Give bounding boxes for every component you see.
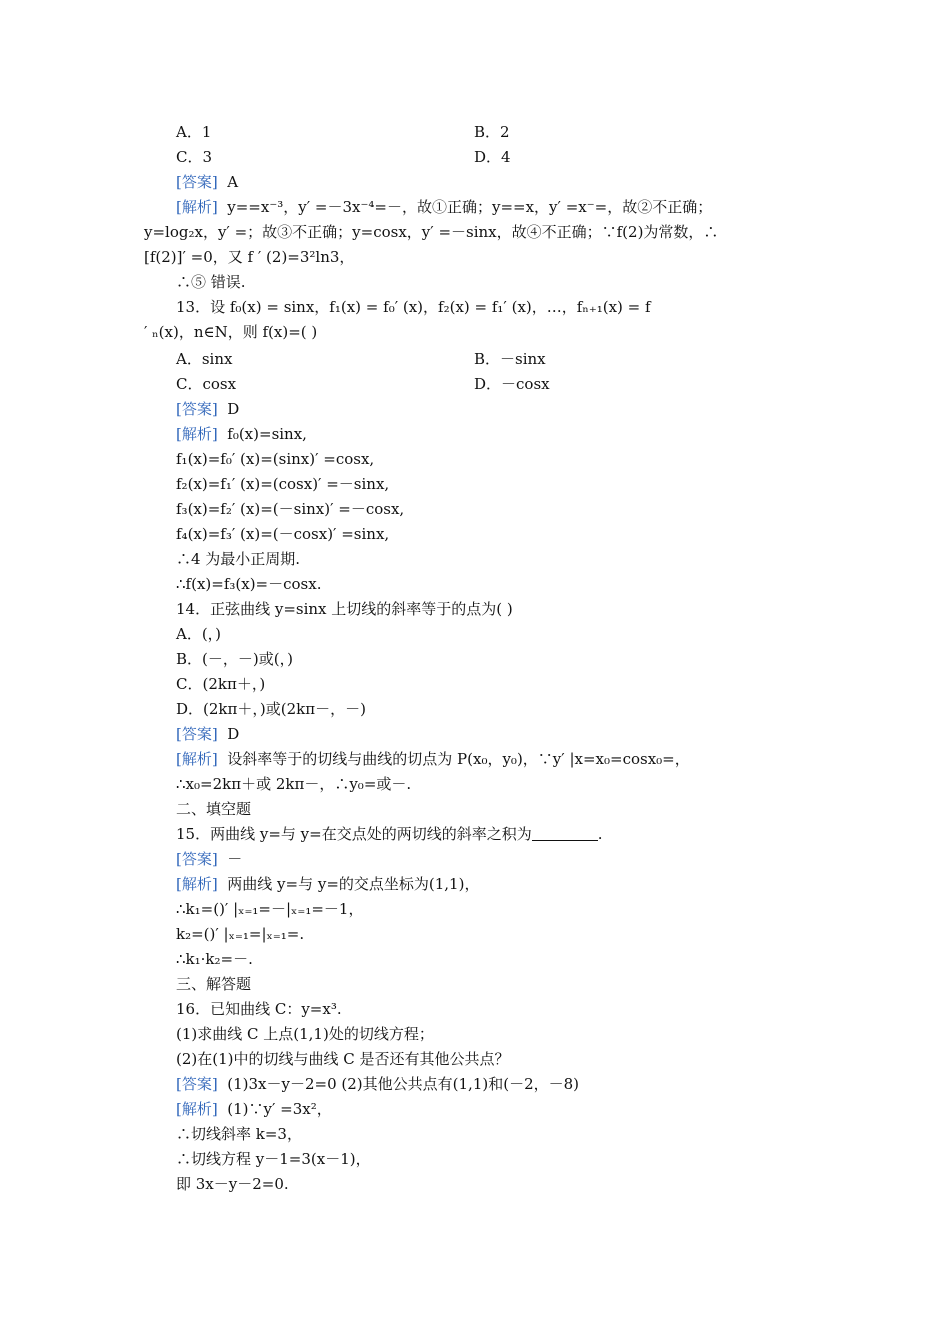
q13-analysis-line-1 <box>176 424 307 444</box>
analysis-tag: [解析] <box>176 1100 218 1118</box>
q15-stem-text: 15．两曲线 y=与 y=在交点处的两切线的斜率之积为 <box>176 825 532 843</box>
q13-analysis-line-4: f₃(x)=f₂′ (x)=(－sinx)′ =－cosx, <box>176 500 405 518</box>
q13-analysis-line-3: f₂(x)=f₁′ (x)=(cosx)′ =－sinx, <box>176 475 390 493</box>
q13-option-d: D．－cosx <box>474 375 550 393</box>
answer-value: D <box>227 400 240 418</box>
q14-option-b: B．(－，－)或(，) <box>176 650 293 668</box>
answer-tag: [答案] <box>176 1075 218 1093</box>
q12-option-c: C．3 <box>176 148 213 166</box>
q13-option-c: C．cosx <box>176 375 237 393</box>
q15-stem-end: . <box>597 825 603 843</box>
answer-tag: [答案] <box>176 400 218 418</box>
q14-option-c: C．(2kπ＋，) <box>176 675 266 693</box>
analysis-tag: [解析] <box>176 750 218 768</box>
q15-stem <box>176 824 603 844</box>
analysis-tag: [解析] <box>176 875 218 893</box>
q13-answer <box>176 399 239 419</box>
q12-analysis-line-4: ∴⑤ 错误. <box>176 273 246 291</box>
answer-value: (1)3x－y－2=0 (2)其他公共点有(1,1)和(－2，－8) <box>227 1075 580 1093</box>
q13-option-b: B．－sinx <box>474 350 546 368</box>
answer-blank <box>532 826 598 841</box>
q12-option-d: D．4 <box>474 148 511 166</box>
q15-analysis-line-3: k₂=()′ |ₓ₌₁=|ₓ₌₁=. <box>176 925 305 943</box>
analysis-tag: [解析] <box>176 198 218 216</box>
answer-value: D <box>227 725 240 743</box>
analysis-tag: [解析] <box>176 425 218 443</box>
q14-stem: 14．正弦曲线 y=sinx 上切线的斜率等于的点为( ) <box>176 600 513 618</box>
answer-value: － <box>227 850 243 868</box>
q16-analysis-line-2: ∴切线斜率 k=3， <box>176 1125 302 1143</box>
q14-analysis-line-2: ∴x₀=2kπ＋或 2kπ－，∴y₀=或－. <box>176 775 412 793</box>
answer-tag: [答案] <box>176 850 218 868</box>
analysis-text: 两曲线 y=与 y=的交点坐标为(1,1)， <box>227 875 480 893</box>
analysis-text: y==x⁻³，y′ =－3x⁻⁴=－，故①正确；y==x，y′ =x⁻=，故②不正确； <box>227 198 713 216</box>
analysis-text: 设斜率等于的切线与曲线的切点为 P(x₀，y₀)，∵y′ |x=x₀=cosx₀=， <box>227 750 690 768</box>
q12-answer <box>176 172 238 192</box>
q13-analysis-line-2: f₁(x)=f₀′ (x)=(sinx)′ =cosx, <box>176 450 375 468</box>
q13-stem-line-2: ′ ₙ(x)，n∈N，则 f(x)=( ) <box>144 323 318 341</box>
answer-tag: [答案] <box>176 173 218 191</box>
q13-stem-line-1: 13．设 f₀(x) = sinx，f₁(x) = f₀′ (x)，f₂(x) = f₁′ (x)，…，fₙ₊₁(x) = f <box>176 298 651 316</box>
q16-analysis-line-3: ∴切线方程 y－1=3(x－1)， <box>176 1150 371 1168</box>
q15-analysis-line-1 <box>176 874 479 894</box>
q13-analysis-line-5: f₄(x)=f₃′ (x)=(－cosx)′ =sinx, <box>176 525 390 543</box>
q16-answer <box>176 1074 579 1094</box>
q12-option-b: B．2 <box>474 123 510 141</box>
answer-value: A <box>227 173 239 191</box>
q14-answer <box>176 724 239 744</box>
q15-answer <box>176 849 242 869</box>
q12-analysis-line-1 <box>176 197 712 217</box>
q12-analysis-line-2: y=log₂x，y′ =；故③不正确；y=cosx，y′ =－sinx，故④不正确；∵f(2)为常数，∴ <box>144 223 719 241</box>
section-heading-fill-in: 二、填空题 <box>176 800 252 818</box>
q15-analysis-line-4: ∴k₁·k₂=－. <box>176 950 253 968</box>
q13-analysis-line-7: ∴f(x)=f₃(x)=－cosx. <box>176 575 322 593</box>
q13-analysis-line-6: ∴4 为最小正周期. <box>176 550 301 568</box>
q15-analysis-line-2: ∴k₁=()′ |ₓ₌₁=－|ₓ₌₁=－1， <box>176 900 364 918</box>
q12-analysis-line-3: [f(2)]′ =0，又 f ′ (2)=3²ln3， <box>144 248 355 266</box>
q14-option-a: A．(，) <box>176 625 222 643</box>
q13-option-a: A．sinx <box>176 350 233 368</box>
q14-analysis-line-1 <box>176 749 690 769</box>
q16-stem: 16．已知曲线 C：y=x³. <box>176 1000 342 1018</box>
analysis-text: f₀(x)=sinx, <box>227 425 307 443</box>
q16-analysis-line-1 <box>176 1099 332 1119</box>
analysis-text: (1)∵y′ =3x²， <box>227 1100 332 1118</box>
q12-option-a: A．1 <box>176 123 212 141</box>
q14-option-d: D．(2kπ＋，)或(2kπ－，－) <box>176 700 366 718</box>
q16-part-1: (1)求曲线 C 上点(1,1)处的切线方程； <box>176 1025 434 1043</box>
answer-tag: [答案] <box>176 725 218 743</box>
section-heading-solutions: 三、解答题 <box>176 975 252 993</box>
q16-part-2: (2)在(1)中的切线与曲线 C 是否还有其他公共点？ <box>176 1050 510 1068</box>
q16-analysis-line-4: 即 3x－y－2=0. <box>176 1175 289 1193</box>
